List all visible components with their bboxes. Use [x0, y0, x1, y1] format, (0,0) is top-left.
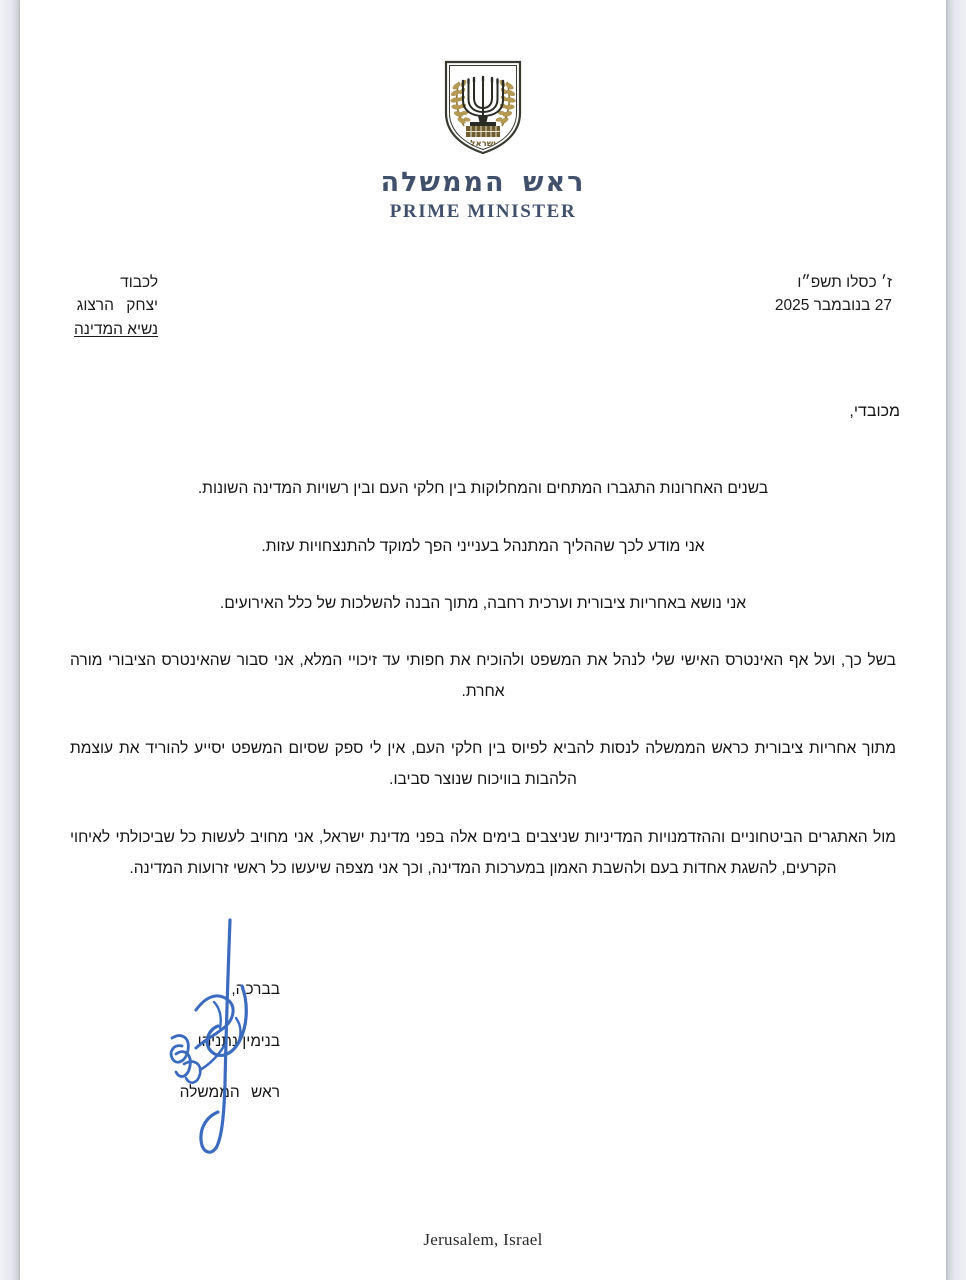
salutation: מכובדי,	[849, 403, 900, 421]
page-gutter-left	[0, 0, 20, 1280]
body-paragraph: אני נושא באחריות ציבורית וערכית רחבה, מתוך הבנה להשלכות של כלל האירועים.	[219, 594, 747, 612]
footer-location: Jerusalem, Israel	[423, 1230, 543, 1249]
signature-text-lines	[180, 982, 280, 1101]
body-paragraph: מתוך אחריות ציבורית כראש הממשלה לנסות להביא לפיוס בין חלקי העם, אין לי ספק שסיום המשפט יסייע להוריד את עוצמת הלהבות בוויכוח שנוצר סביבו.	[70, 740, 896, 789]
date-block	[775, 271, 892, 318]
letterhead-title-hebrew: ראש הממשלה	[380, 167, 586, 198]
addressee-honorific: לכבוד	[120, 273, 159, 291]
letter-content	[20, 0, 946, 1280]
page-gutter-right	[946, 0, 966, 1280]
letter-body	[66, 473, 900, 884]
body-paragraph: אני מודע לכך שההליך המתנהל בענייני הפך למוקד להתנצחויות עזות.	[261, 537, 705, 555]
addressee-block	[74, 271, 158, 342]
letterhead-title-english: PRIME MINISTER	[389, 200, 577, 222]
date-gregorian: 27 בנובמבר 2025	[774, 297, 892, 315]
body-paragraph: מול האתגרים הביטחוניים וההזדמנויות המדיניות שניצבים בימים אלה בפני מדינת ישראל, אני מחויב לעשות כל שביכולתי לאיחוי הקרעים, להשגת אחדות בעם ולהשבת האמון במערכות המדינה, וכך אני מצפה שיעשו כל ראשי זרועות המדינה.	[70, 828, 896, 877]
letter-sheet	[20, 0, 946, 1280]
signature-title: ראש הממשלה	[179, 1084, 280, 1102]
letter-meta-row	[66, 271, 900, 342]
emblem-inscription: ישראל	[470, 139, 496, 149]
israel-state-emblem-icon	[440, 58, 526, 156]
signature-block	[66, 920, 900, 1170]
addressee-name: יצחק הרצוג	[76, 297, 159, 315]
body-paragraph: בשנים האחרונות התגברו המתחים והמחלוקות בין חלקי העם ובין רשויות המדינה השונות.	[197, 480, 769, 498]
body-paragraph: בשל כך, ועל אף האינטרס האישי שלי לנהל את המשפט ולהוכיח את חפותי עד זיכויי המלא, אני סבור שהאינטרס הציבורי מורה אחרת.	[70, 651, 896, 701]
letterhead	[66, 0, 900, 223]
signature-closing: בברכה,	[231, 981, 280, 999]
signature-name: בנימין נתניהו	[197, 1032, 280, 1050]
addressee-role: נשיא המדינה	[74, 320, 159, 338]
date-hebrew: ז׳ כסלו תשפ״ו	[797, 273, 892, 291]
